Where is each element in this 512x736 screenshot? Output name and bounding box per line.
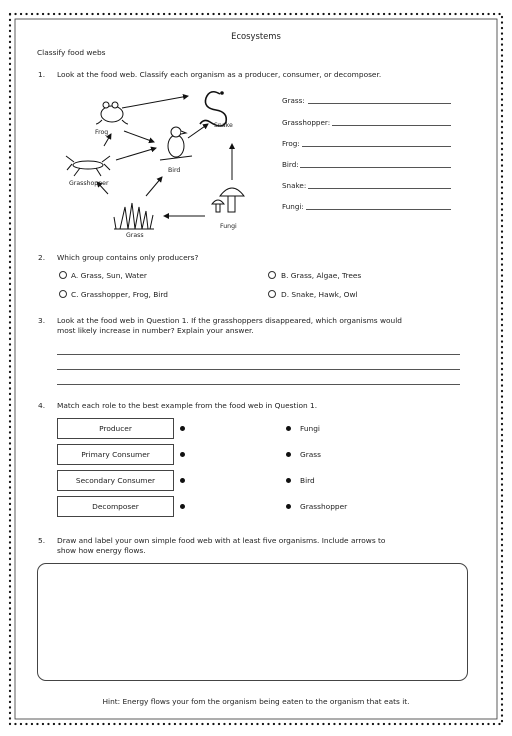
grass-icon [114,203,154,229]
example-bird: Bird [300,476,315,485]
blank-label-bird: Bird: [282,160,299,169]
q5-text-line2: show how energy flows. [57,546,146,555]
q3-answer-line-3[interactable] [57,384,460,385]
radio-option-a[interactable] [59,271,67,279]
bird-label: Bird [168,167,181,174]
grasshopper-icon [66,156,110,176]
q1-text: Look at the food web. Classify each organism as a producer, consumer, or decomposer. [57,70,382,79]
option-a-label: A. Grass, Sun, Water [71,271,147,280]
match-dot-role-4[interactable] [180,504,185,509]
drawing-area[interactable] [37,563,468,681]
blank-label-grass: Grass: [282,96,305,105]
blank-label-fungi: Fungi: [282,202,304,211]
arrow-grass-to-bird [146,177,162,196]
frog-label: Frog [95,129,109,136]
answer-line-fungi[interactable] [306,209,451,210]
blank-label-grasshopper: Grasshopper: [282,118,331,127]
blank-label-snake: Snake: [282,181,307,190]
q3-text-line2: most likely increase in number? Explain your answer. [57,326,254,335]
example-grasshopper: Grasshopper [300,502,348,511]
radio-option-d[interactable] [268,290,276,298]
answer-line-grass[interactable] [308,103,451,104]
arrow-bird-to-snake [188,124,208,138]
q3-answer-line-1[interactable] [57,354,460,355]
answer-line-frog[interactable] [302,146,451,147]
frog-icon [96,102,128,124]
match-dot-role-3[interactable] [180,478,185,483]
match-dot-example-4[interactable] [286,504,291,509]
role-box-secondary-consumer: Secondary Consumer [57,470,174,491]
option-c-label: C. Grasshopper, Frog, Bird [71,290,168,299]
worksheet-subtitle: Classify food webs [37,48,106,57]
blank-label-frog: Frog: [282,139,300,148]
arrow-frog-to-snake [122,96,188,108]
grass-label: Grass [126,232,144,239]
hint-text: Hint: Energy flows your fom the organism being eaten to the organism that eats it. [102,697,410,706]
match-dot-role-2[interactable] [180,452,185,457]
match-dot-role-1[interactable] [180,426,185,431]
q4-text: Match each role to the best example from the food web in Question 1. [57,401,318,410]
fungi-label: Fungi [220,223,237,230]
radio-option-c[interactable] [59,290,67,298]
match-dot-example-2[interactable] [286,452,291,457]
example-fungi: Fungi [300,424,320,433]
q4-number: 4. [38,401,46,410]
grasshopper-label: Grasshopper [69,180,109,187]
example-grass: Grass [300,450,321,459]
q2-number: 2. [38,253,46,262]
answer-line-grasshopper[interactable] [332,125,451,126]
page-title: Ecosystems [231,31,281,41]
arrow-grasshopper-to-bird [116,148,156,160]
snake-label: Snake [214,122,233,129]
answer-line-bird[interactable] [300,167,451,168]
q3-text-line1: Look at the food web in Question 1. If the grasshoppers disappeared, which organisms would [57,316,402,325]
q1-number: 1. [38,70,46,79]
snake-icon [200,92,226,126]
match-dot-example-1[interactable] [286,426,291,431]
q3-answer-line-2[interactable] [57,369,460,370]
food-web-diagram [60,84,250,244]
role-box-primary-consumer: Primary Consumer [57,444,174,465]
role-box-decomposer: Decomposer [57,496,174,517]
answer-line-snake[interactable] [308,188,451,189]
radio-option-b[interactable] [268,271,276,279]
q3-number: 3. [38,316,46,325]
match-dot-example-3[interactable] [286,478,291,483]
option-b-label: B. Grass, Algae, Trees [281,271,362,280]
arrow-frog-to-bird [124,131,154,142]
role-box-producer: Producer [57,418,174,439]
q5-number: 5. [38,536,46,545]
q2-text: Which group contains only producers? [57,253,199,262]
q5-text-line1: Draw and label your own simple food web with at least five organisms. Include arrows to [57,536,386,545]
option-d-label: D. Snake, Hawk, Owl [281,290,358,299]
fungi-icon [212,188,244,212]
bird-icon [160,127,192,160]
